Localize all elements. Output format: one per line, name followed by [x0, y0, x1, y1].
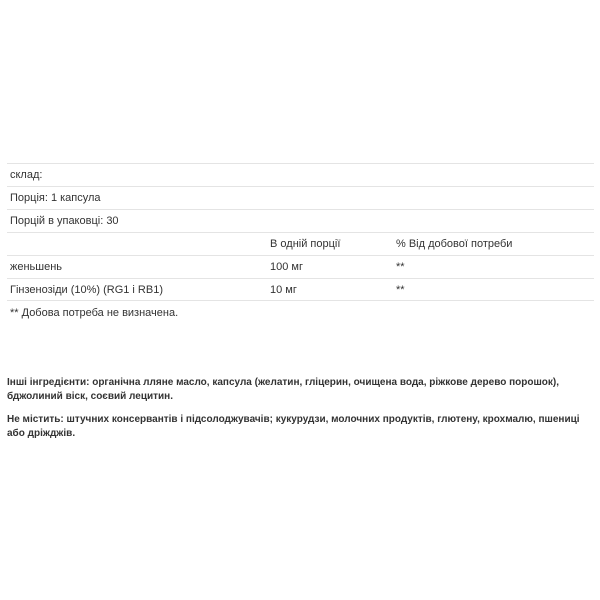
ingredient-name: женьшень	[10, 261, 63, 273]
serving-size: Порція: 1 капсула	[10, 192, 101, 204]
ingredient-daily-value: **	[396, 284, 405, 296]
free-of-text	[7, 413, 593, 441]
column-header-row	[7, 232, 594, 255]
column-header-amount: В одній порції	[270, 238, 341, 250]
facts-header-row	[7, 163, 594, 186]
facts-header: склад:	[10, 169, 43, 181]
daily-value-footnote: ** Добова потреба не визначена.	[10, 307, 179, 319]
ingredient-amount: 10 мг	[270, 284, 297, 296]
ingredient-daily-value: **	[396, 261, 405, 273]
other-ingredients: Інші інгредієнти: органічна лляне масло, капсула (желатин, гліцерин, очищена вода, ріжкове дерево порошок), бджолиний віск, соєвий лецитин.	[7, 377, 560, 402]
table-row	[7, 255, 594, 278]
other-ingredients-text	[7, 376, 593, 404]
ingredient-notes	[7, 376, 593, 450]
supplement-facts-table	[7, 163, 594, 301]
servings-per-container-row	[7, 209, 594, 232]
serving-size-row	[7, 186, 594, 209]
free-of: Не містить: штучних консервантів і підсолоджувачів; кукурудзи, молочних продуктів, глютену, крохмалю, пшениці або дріжджів.	[7, 414, 580, 439]
servings-per-container: Порцій в упаковці: 30	[10, 215, 119, 227]
table-row	[7, 278, 594, 301]
column-header-daily-value: % Від добової потреби	[396, 238, 513, 250]
ingredient-amount: 100 мг	[270, 261, 303, 273]
ingredient-name: Гінзенозіди (10%) (RG1 і RB1)	[10, 284, 163, 296]
